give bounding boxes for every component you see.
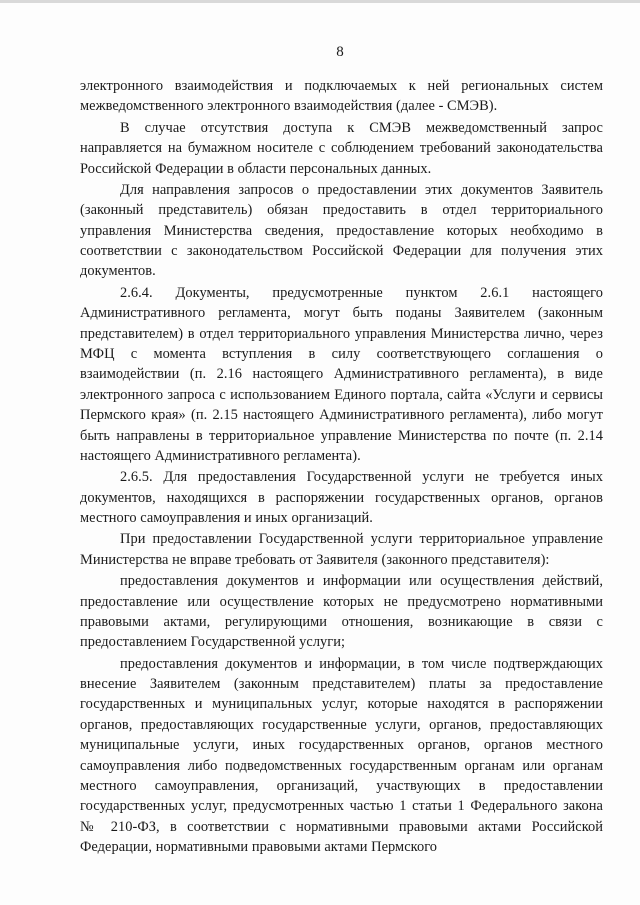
page-number: 8 [336,44,344,60]
paragraph: электронного взаимодействия и подключаемых к ней региональных систем межведомственного электронного взаимодействия (далее - СМЭВ). [80,78,603,115]
paragraph: предоставления документов и информации или осуществления действий, предоставление или осуществление которых не предусмотрено нормативными правовыми актами, регулирующими отношения, возникающие в связи с предоставлением Государственной услуги; [80,573,603,651]
document-body [80,76,603,859]
paragraph: предоставления документов и информации, в том числе подтверждающих внесение Заявителем (законным представителем) платы за предоставление государственных и муниципальных услуг, которые находятся в распоряжении органов, предоставляющих государственные услуги, органов, предоставляющих муниципальные услуги, иных государственных органов, органов местного самоуправления либо подведомственных государственным органам или органам местного самоуправления, организаций, участвующих в предоставлении государственных услуг, предусмотренных частью 1 статьи 1 Федерального закона № 210-ФЗ, в соответствии с нормативными правовыми актами Российской Федерации, нормативными правовыми актами Пермского [80,655,603,856]
paragraph: 2.6.4. Документы, предусмотренные пунктом 2.6.1 настоящего Административного регламента, могут быть поданы Заявителем (законным представителем) в отдел территориального управления Министерства лично, через МФЦ с момента вступления в силу соответствующего соглашения о взаимодействии (п. 2.16 настоящего Административного регламента), в виде электронного запроса с использованием Единого портала, сайта «Услуги и сервисы Пермского края» (п. 2.15 настоящего Административного регламента), либо могут быть направлены в территориальное управление Министерства по почте (п. 2.14 настоящего Административного регламента). [80,284,603,464]
paragraph: 2.6.5. Для предоставления Государственной услуги не требуется иных документов, находящихся в распоряжении государственных органов, органов местного самоуправления и иных организаций. [80,469,603,527]
paragraph: При предоставлении Государственной услуги территориальное управление Министерства не вправе требовать от Заявителя (законного представителя): [80,531,603,568]
paragraph: Для направления запросов о предоставлении этих документов Заявитель (законный представитель) обязан предоставить в отдел территориального управления Министерства сведения, предоставление которых необходимо в соответствии с законодательством Российской Федерации для получения этих документов. [80,181,603,280]
paragraph: В случае отсутствия доступа к СМЭВ межведомственный запрос направляется на бумажном носителе с соблюдением требований законодательства Российской Федерации в области персональных данных. [80,119,603,177]
page-top-edge [0,0,640,3]
